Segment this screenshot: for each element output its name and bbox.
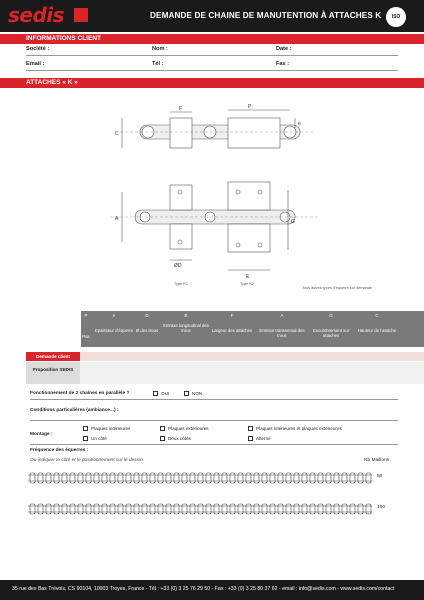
logo-text: sedis xyxy=(8,3,65,27)
sedis-logo xyxy=(8,4,90,26)
chain-link xyxy=(198,473,203,483)
chain-link xyxy=(78,473,83,483)
chain-link xyxy=(182,473,187,483)
chain-link xyxy=(46,473,51,483)
dim-f-label: F xyxy=(179,106,183,112)
col-letter-e: e xyxy=(112,313,116,318)
montage-label: Montage : xyxy=(30,432,53,437)
non-checkbox[interactable] xyxy=(184,391,189,396)
chain-link xyxy=(350,504,355,514)
divider xyxy=(26,70,398,71)
col-label-epaisseur: Epaisseur d'équerre xyxy=(94,328,134,333)
count-50: 50 xyxy=(377,474,383,479)
chain-link xyxy=(294,504,299,514)
divider xyxy=(30,399,398,400)
oui-checkbox[interactable] xyxy=(153,391,158,396)
logo-mark-icon xyxy=(74,8,88,22)
chain-link xyxy=(190,473,195,483)
chain-link xyxy=(366,504,371,514)
client-section-bar xyxy=(0,34,424,44)
page-footer xyxy=(0,580,424,600)
chain-link xyxy=(118,504,123,514)
row-label-demande: Demande client xyxy=(26,352,80,361)
chain-link xyxy=(350,473,355,483)
chain-link xyxy=(302,473,307,483)
dim-e2-label: E xyxy=(246,274,250,280)
chain-link xyxy=(38,473,43,483)
date-label: Date : xyxy=(276,46,292,52)
type-k1-label: Type K1 xyxy=(174,282,188,286)
fax-label: Fax : xyxy=(276,61,290,67)
col-label-largeur: Largeur des attaches xyxy=(211,328,253,333)
chain-link xyxy=(110,473,115,483)
col-label-hauteur: Hauteur de l'attache xyxy=(357,328,397,333)
chain-link xyxy=(310,473,315,483)
email-label: Email : xyxy=(26,61,45,67)
chain-link xyxy=(70,473,75,483)
col-label-entraxe-long: Entraxe longitudinal des trous xyxy=(163,323,209,334)
chain-attachment-drawing xyxy=(100,100,330,290)
chain-link xyxy=(286,504,291,514)
demande-client-row[interactable] xyxy=(80,352,424,361)
alterne-checkbox[interactable] xyxy=(248,436,253,441)
chain-link xyxy=(30,473,35,483)
chain-link xyxy=(286,473,291,483)
client-section-title: INFORMATIONS CLIENT xyxy=(26,35,101,42)
chain-link xyxy=(190,504,195,514)
chain-link xyxy=(342,504,347,514)
chain-link xyxy=(334,473,339,483)
chain-link xyxy=(158,473,163,483)
nom-label: Nom : xyxy=(152,46,168,52)
un-cote-checkbox[interactable] xyxy=(83,436,88,441)
col-letter-a: A xyxy=(280,313,284,318)
chain-link xyxy=(230,504,235,514)
oui-label: OUI xyxy=(161,391,170,396)
chain-link xyxy=(94,473,99,483)
chain-link xyxy=(222,504,227,514)
page-header xyxy=(0,0,424,32)
chain-link xyxy=(118,473,123,483)
chain-link xyxy=(254,473,259,483)
dim-a-label: A xyxy=(115,216,119,222)
attaches-section-bar xyxy=(0,78,424,88)
plaques-interieures-checkbox[interactable] xyxy=(83,426,88,431)
divider xyxy=(30,444,398,445)
chain-link xyxy=(142,473,147,483)
chain-link xyxy=(30,504,35,514)
col-label-encombrement: Encombrement sur attaches xyxy=(312,328,350,339)
chain-link xyxy=(54,473,59,483)
col-letter-g: G xyxy=(329,313,333,318)
col-letter-d: D xyxy=(145,313,149,318)
page-title: DEMANDE DE CHAINE DE MANUTENTION À ATTACHES K xyxy=(150,11,382,20)
dim-c-label: C xyxy=(115,131,119,137)
chain-link xyxy=(142,504,147,514)
chain-link xyxy=(278,473,283,483)
societe-label: Société : xyxy=(26,46,50,52)
chain-link xyxy=(134,473,139,483)
chain-link xyxy=(294,473,299,483)
chain-link xyxy=(166,473,171,483)
col-label-entraxe-trans: Entraxe transversal des trous xyxy=(259,328,305,339)
chain-link xyxy=(174,473,179,483)
indiquer-note: Ou indiquer le côté et le positionnement sur le dessin xyxy=(30,458,143,463)
plaques-interieures-label: Plaques intérieures xyxy=(91,426,131,431)
chain-link xyxy=(78,504,83,514)
chain-strip-50[interactable] xyxy=(28,472,372,484)
plaques-exterieures-label: Plaques extérieures xyxy=(168,426,209,431)
col-label-pas: Pas xyxy=(82,334,90,339)
chain-link xyxy=(270,504,275,514)
chain-link xyxy=(238,473,243,483)
chain-link xyxy=(94,504,99,514)
chain-link xyxy=(270,473,275,483)
type-k2-label: Type K2 xyxy=(240,282,254,286)
chain-link xyxy=(46,504,51,514)
chain-link xyxy=(198,504,203,514)
attaches-section-title: ATTACHES « K » xyxy=(26,79,78,86)
chain-link xyxy=(54,504,59,514)
col-letter-c: C xyxy=(375,313,379,318)
chain-link xyxy=(126,473,131,483)
deux-cotes-label: Deux côtés xyxy=(168,436,191,441)
row-label-proposition: Proposition SEDIS xyxy=(26,362,80,384)
chain-link xyxy=(318,504,323,514)
divider xyxy=(26,55,398,56)
parallel-question: Fonctionnement de 2 chaînes en parallèle ? xyxy=(30,391,130,396)
chain-link xyxy=(254,504,259,514)
chain-link xyxy=(62,504,67,514)
dim-p-label: P xyxy=(248,104,252,110)
chain-link xyxy=(238,504,243,514)
chain-link xyxy=(150,473,155,483)
chain-link xyxy=(174,504,179,514)
chain-link xyxy=(358,473,363,483)
frequence-label: Fréquence des équerres : xyxy=(30,448,89,453)
col-label-trous: Ø des trous xyxy=(135,328,159,333)
chain-link xyxy=(358,504,363,514)
chain-link xyxy=(134,504,139,514)
nb-maillons-label: Nb Maillons xyxy=(364,458,390,463)
dim-g-label: G xyxy=(291,219,295,225)
col-letter-p: P xyxy=(84,313,88,318)
chain-link xyxy=(214,473,219,483)
chain-link xyxy=(38,504,43,514)
chain-link xyxy=(206,473,211,483)
chain-link xyxy=(182,504,187,514)
chain-link xyxy=(102,473,107,483)
chain-link xyxy=(310,504,315,514)
chain-link xyxy=(326,473,331,483)
chain-link xyxy=(334,504,339,514)
iso-badge-icon: ISO xyxy=(386,7,406,27)
chain-link xyxy=(86,504,91,514)
chain-link xyxy=(102,504,107,514)
footer-contact: 35 rue des Bas Trévois, CS 90104, 10003 Troyes, France - Tél : +33 (0) 3 25 76 29 50 - Fax : +33 (0) 3 25 80 37 62 - email : info@sedis.com - www.sedis.com/contact xyxy=(12,586,395,592)
chain-link xyxy=(246,504,251,514)
plaques-exterieures-checkbox[interactable] xyxy=(160,426,165,431)
chain-link xyxy=(62,473,67,483)
non-label: NON xyxy=(192,391,203,396)
chain-link xyxy=(246,473,251,483)
alterne-label: Alterné xyxy=(256,436,271,441)
chain-link xyxy=(206,504,211,514)
chain-link xyxy=(262,473,267,483)
plaques-int-ext-label: Plaques intérieures et plaques extérieures xyxy=(256,426,342,431)
count-100: 100 xyxy=(377,505,386,510)
chain-link xyxy=(366,473,371,483)
chain-link xyxy=(126,504,131,514)
tel-label: Tél : xyxy=(152,61,164,67)
chain-link xyxy=(110,504,115,514)
dim-e-label: e xyxy=(298,121,301,127)
divider xyxy=(30,420,398,421)
chain-link xyxy=(86,473,91,483)
chain-link xyxy=(166,504,171,514)
chain-link xyxy=(326,504,331,514)
un-cote-label: Un côté xyxy=(91,436,107,441)
chain-link xyxy=(230,473,235,483)
proposition-sedis-row xyxy=(80,362,424,384)
chain-link xyxy=(222,473,227,483)
chain-link xyxy=(278,504,283,514)
plaques-int-ext-checkbox[interactable] xyxy=(248,426,253,431)
chain-link xyxy=(70,504,75,514)
col-letter-b: B xyxy=(184,313,188,318)
chain-link xyxy=(158,504,163,514)
chain-link xyxy=(262,504,267,514)
chain-link xyxy=(318,473,323,483)
chain-link xyxy=(342,473,347,483)
col-letter-f: F xyxy=(230,313,234,318)
chain-strip-100[interactable] xyxy=(28,503,372,515)
drawing-note: Tous autres types d'équerre sur demande xyxy=(302,286,372,290)
dim-d-label: ØD xyxy=(174,263,182,269)
conditions-label: Conditions particulières (ambiance...) : xyxy=(30,408,119,413)
chain-link xyxy=(150,504,155,514)
deux-cotes-checkbox[interactable] xyxy=(160,436,165,441)
chain-link xyxy=(302,504,307,514)
chain-link xyxy=(214,504,219,514)
